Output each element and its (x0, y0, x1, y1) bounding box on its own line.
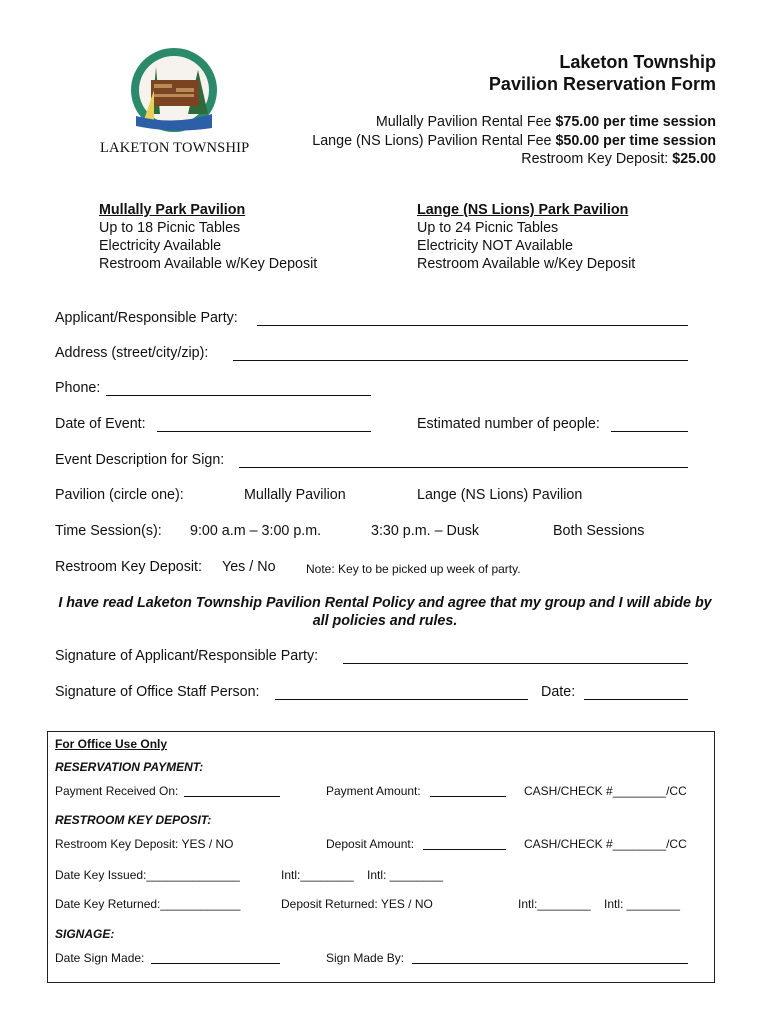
fee-mullally (312, 113, 716, 132)
time-option-morning[interactable]: 9:00 a.m – 3:00 p.m. (190, 523, 322, 539)
address-label: Address (street/city/zip): (55, 345, 209, 361)
mullally-info (99, 201, 317, 273)
deposit-amount-field[interactable] (423, 837, 506, 850)
key-deposit-label: Restroom Key Deposit: (55, 559, 202, 575)
sign-description-field[interactable] (239, 453, 688, 468)
payment-received-label: Payment Received On: (55, 784, 179, 798)
lange-line-1: Up to 24 Picnic Tables (417, 220, 559, 236)
payment-received-field[interactable] (184, 784, 280, 797)
people-label: Estimated number of people: (417, 416, 600, 432)
deposit-amount-label: Deposit Amount: (326, 837, 415, 851)
township-logo (96, 42, 276, 172)
date-sign-made-field[interactable] (151, 951, 280, 964)
pavilion-option-lange[interactable]: Lange (NS Lions) Pavilion (417, 487, 583, 503)
fee-schedule (312, 113, 716, 169)
key-deposit-options[interactable]: Yes / No (222, 559, 276, 575)
sig-applicant-label: Signature of Applicant/Responsible Party: (55, 648, 319, 664)
sign-made-by-label: Sign Made By: (326, 951, 405, 965)
sign-made-by-field[interactable] (412, 951, 688, 964)
payment-amount-field[interactable] (430, 784, 506, 797)
title-line-1: Laketon Township (559, 52, 716, 72)
deposit-cash-check[interactable]: CASH/CHECK #________/CC (524, 837, 687, 851)
key-deposit-note: Note: Key to be picked up week of party. (306, 562, 521, 576)
office-use-title: For Office Use Only (55, 737, 168, 751)
time-option-both[interactable]: Both Sessions (553, 523, 645, 539)
pavilion-option-mullally[interactable]: Mullally Pavilion (244, 487, 346, 503)
sign-description-label: Event Description for Sign: (55, 452, 225, 468)
fee-lange-label: Lange (NS Lions) Pavilion Rental Fee (312, 132, 556, 149)
page-title (489, 51, 716, 95)
people-row (417, 416, 600, 432)
logo-text: LAKETON TOWNSHIP (100, 140, 250, 156)
lange-heading: Lange (NS Lions) Park Pavilion (417, 202, 629, 218)
mullally-heading: Mullally Park Pavilion (99, 202, 246, 218)
mullally-line-3: Restroom Available w/Key Deposit (99, 256, 318, 272)
phone-label: Phone: (55, 380, 101, 396)
address-field[interactable] (233, 346, 688, 361)
reservation-payment-heading: RESERVATION PAYMENT: (55, 760, 204, 774)
date-sign-made-label: Date Sign Made: (55, 951, 145, 965)
lange-line-2: Electricity NOT Available (417, 238, 574, 254)
time-session-label: Time Session(s): (55, 523, 162, 539)
event-date-label: Date of Event: (55, 416, 146, 432)
returned-intl-2[interactable]: Intl: ________ (604, 897, 681, 911)
key-deposit-yes-no[interactable]: Restroom Key Deposit: YES / NO (55, 837, 234, 851)
payment-amount-label: Payment Amount: (326, 784, 421, 798)
date-key-issued[interactable]: Date Key Issued:______________ (55, 868, 240, 882)
policy-agreement: I have read Laketon Township Pavilion Rental Policy and agree that my group and I will abide by all policies and rules. (58, 595, 712, 629)
issued-intl-2[interactable]: Intl: ________ (367, 868, 444, 882)
lange-info (417, 201, 635, 273)
fee-key-deposit (312, 150, 716, 169)
sig-applicant-field[interactable] (343, 649, 688, 664)
event-date-field[interactable] (157, 417, 371, 432)
applicant-field[interactable] (257, 311, 688, 326)
pavilion-label: Pavilion (circle one): (55, 487, 184, 503)
phone-field[interactable] (106, 381, 371, 396)
date-key-returned[interactable]: Date Key Returned:____________ (55, 897, 241, 911)
fee-key-label: Restroom Key Deposit: (521, 151, 673, 167)
lange-line-3: Restroom Available w/Key Deposit (417, 256, 636, 272)
address-row (55, 345, 208, 361)
sig-date-field[interactable] (584, 685, 688, 700)
signage-heading: SIGNAGE: (55, 927, 115, 941)
time-option-afternoon[interactable]: 3:30 p.m. – Dusk (371, 523, 480, 539)
event-date-row (55, 416, 146, 432)
phone-row (55, 380, 100, 396)
title-line-2: Pavilion Reservation Form (488, 74, 716, 94)
sign-description-row (55, 452, 224, 468)
people-field[interactable] (611, 417, 688, 432)
issued-intl-1[interactable]: Intl:________ (281, 868, 354, 882)
fee-lange-amount: $50.00 per time session (555, 132, 716, 149)
mullally-line-1: Up to 18 Picnic Tables (99, 220, 241, 236)
applicant-row (55, 310, 238, 326)
returned-intl-1[interactable]: Intl:________ (518, 897, 591, 911)
mullally-line-2: Electricity Available (99, 238, 222, 254)
restroom-key-heading: RESTROOM KEY DEPOSIT: (55, 813, 212, 827)
fee-lange (312, 132, 716, 151)
sig-staff-label: Signature of Office Staff Person: (55, 684, 260, 700)
deposit-returned[interactable]: Deposit Returned: YES / NO (281, 897, 433, 911)
fee-mullally-amount: $75.00 per time session (555, 114, 716, 130)
sig-date-label: Date: (541, 684, 576, 700)
payment-cash-check[interactable]: CASH/CHECK #________/CC (524, 784, 687, 798)
fee-key-amount: $25.00 (672, 151, 716, 167)
applicant-label: Applicant/Responsible Party: (55, 310, 238, 326)
sig-staff-field[interactable] (275, 685, 528, 700)
fee-mullally-label: Mullally Pavilion Rental Fee (375, 114, 556, 130)
